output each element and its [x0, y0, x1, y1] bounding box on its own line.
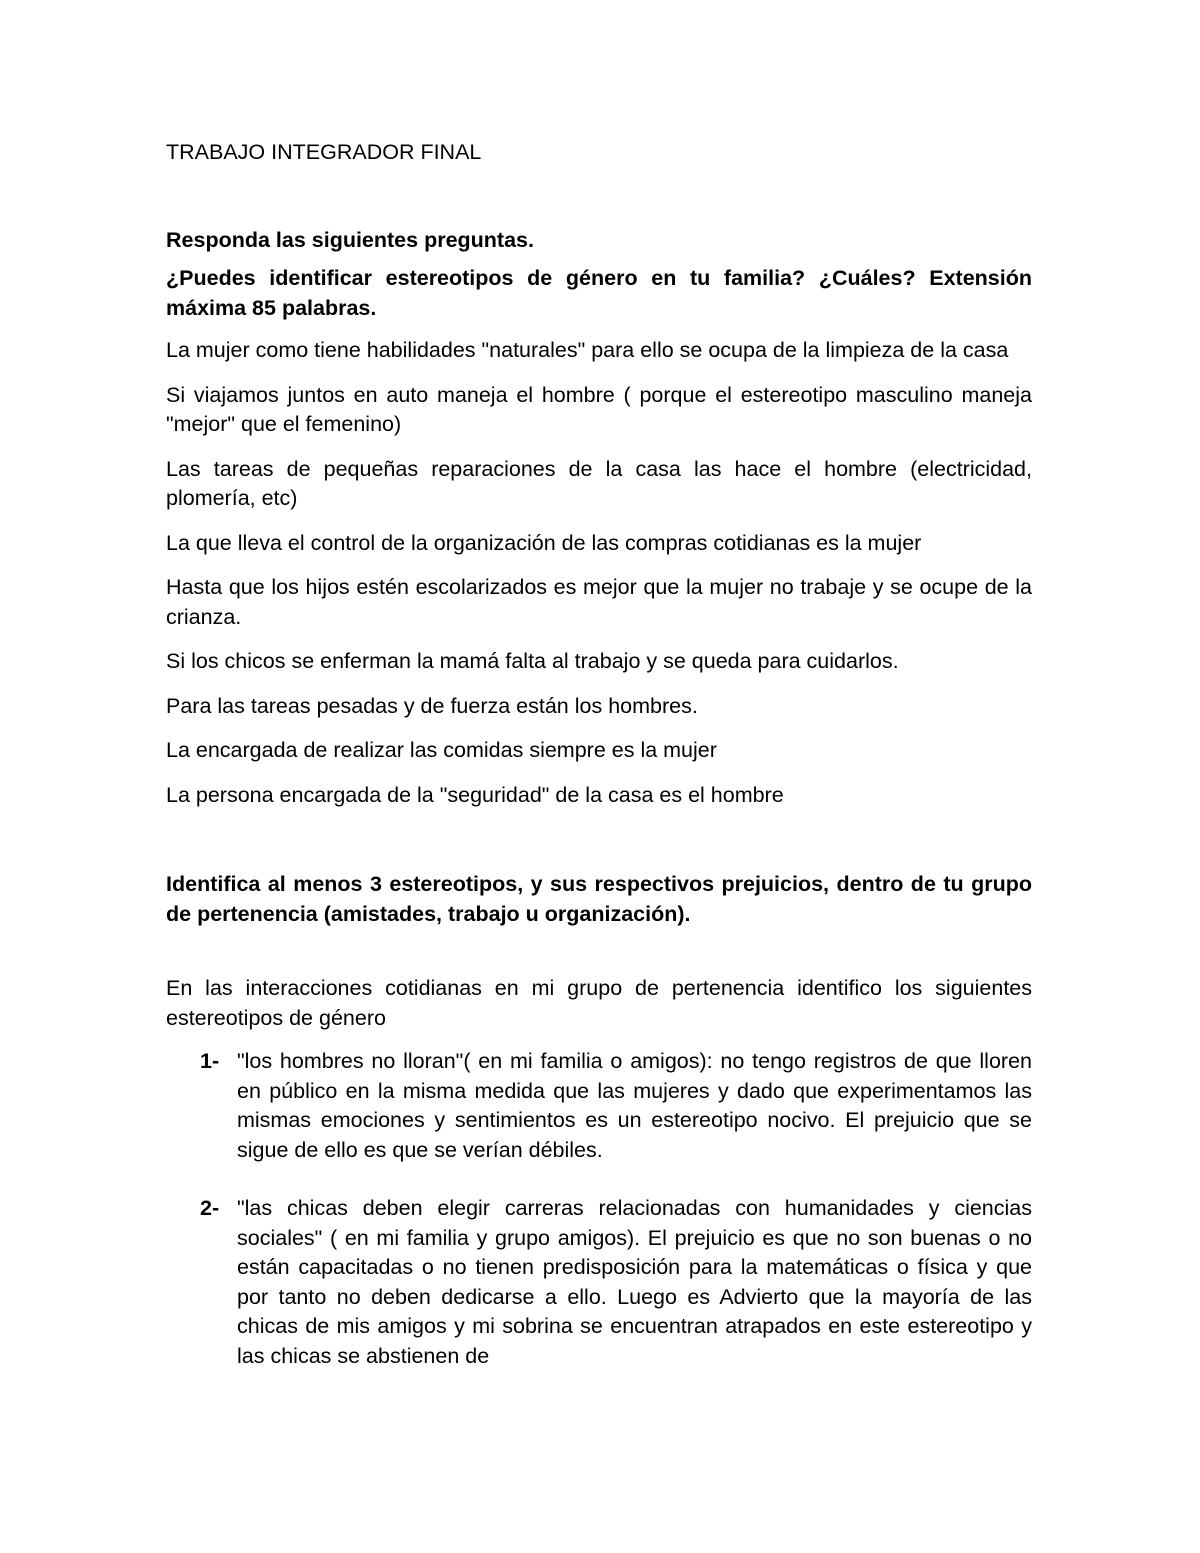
answer-1-item: Hasta que los hijos estén escolarizados es mejor que la mujer no trabaje y se ocupe de la crianza.	[166, 575, 1032, 629]
list-item-number: 2-	[200, 1196, 220, 1220]
title-spacer	[166, 168, 1032, 226]
list-item-text: "las chicas deben elegir carreras relacionadas con humanidades y ciencias sociales" ( en mi familia y grupo amigos). El prejuicio es que no son buenas o no están capacitadas o no tienen predisposición para la matemáticas o física y que por tanto no deben dedicarse a ello. Luego es Advierto que la mayoría de las chicas de mis amigos y mi sobrina se encuentran atrapados en este estereotipo y las chicas se abstienen de	[237, 1196, 1032, 1368]
answer-1-item: Las tareas de pequeñas reparaciones de la casa las hace el hombre (electricidad, plomería, etc)	[166, 456, 1032, 510]
instruction-text: Responda las siguientes preguntas.	[166, 227, 534, 252]
section-gap	[166, 825, 1032, 870]
answer-2-intro: En las interacciones cotidianas en mi grupo de pertenencia identifico los siguientes estereotipos de género	[166, 976, 1032, 1030]
list-item	[166, 1194, 1032, 1371]
question-1: ¿Puedes identificar estereotipos de género en tu familia? ¿Cuáles? Extensión máxima 85 palabras.	[166, 266, 1032, 320]
question-2: Identifica al menos 3 estereotipos, y sus respectivos prejuicios, dentro de tu grupo de pertenencia (amistades, trabajo u organización).	[166, 872, 1032, 926]
document-body	[166, 138, 1032, 1400]
answer-1-item: Para las tareas pesadas y de fuerza están los hombres.	[166, 693, 698, 718]
answer-1-item: Si los chicos se enferman la mamá falta al trabajo y se queda para cuidarlos.	[166, 649, 899, 673]
answer-1-item: La que lleva el control de la organización de las compras cotidianas es la mujer	[166, 530, 922, 555]
answer-1-item: La mujer como tiene habilidades "naturales" para ello se ocupa de la limpieza de la casa	[166, 338, 1009, 362]
answer-1-item: La encargada de realizar las comidas siempre es la mujer	[166, 738, 717, 762]
answer-1-item: Si viajamos juntos en auto maneja el hombre ( porque el estereotipo masculino maneja "mejor" que el femenino)	[166, 382, 1032, 436]
list-item-text: "los hombres no lloran"( en mi familia o amigos): no tengo registros de que lloren en público en la misma medida que las mujeres y dado que experimentamos las mismas emociones y sentimientos es un estereotipo nocivo. El prejuicio que se sigue de ello es que se verían débiles.	[237, 1049, 1032, 1162]
stereotype-list	[166, 1047, 1032, 1371]
list-item	[166, 1047, 1032, 1165]
answer-1-item: La persona encargada de la "seguridad" de la casa es el hombre	[166, 782, 784, 807]
document-title: TRABAJO INTEGRADOR FINAL	[166, 140, 482, 164]
list-item-number: 1-	[200, 1049, 220, 1073]
